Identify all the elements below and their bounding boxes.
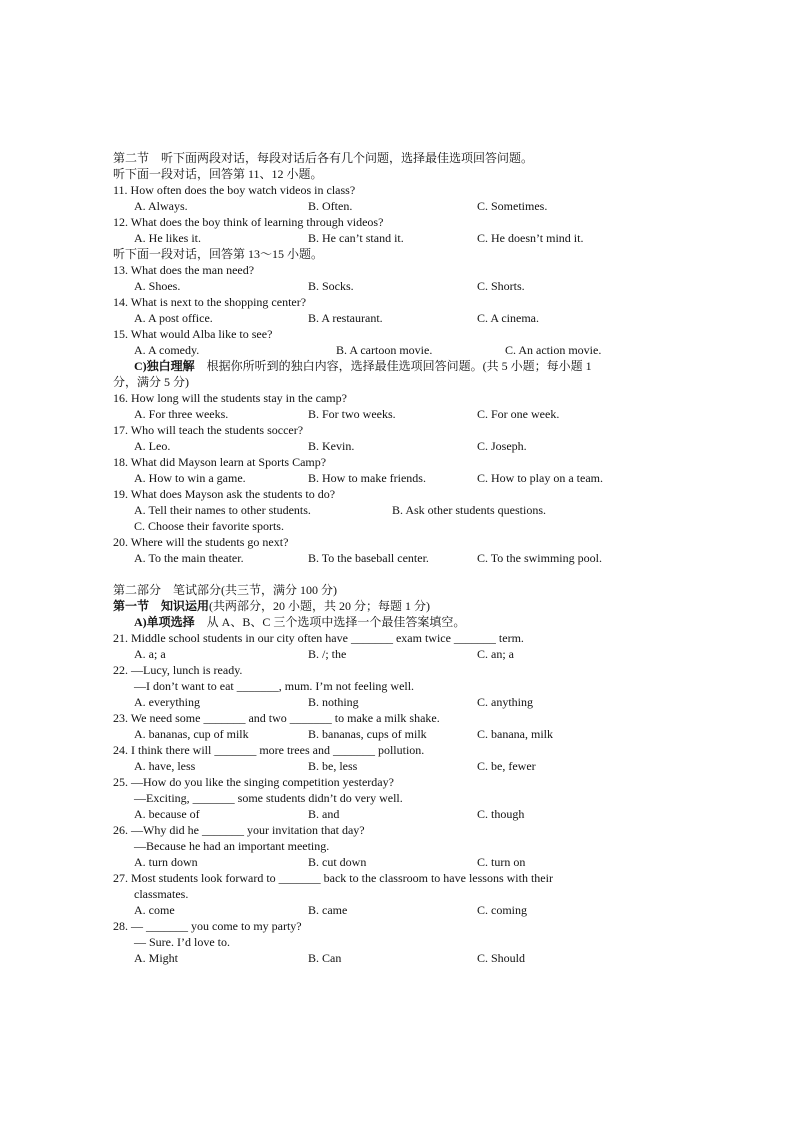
section1-note: (共两部分，20 小题，共 20 分；每题 1 分) (209, 599, 431, 613)
option-b: B. be, less (308, 759, 358, 773)
option-c: C. coming (477, 903, 527, 917)
question-stem-line2: —Because he had an important meeting. (134, 839, 330, 853)
question-stem: 15. What would Alba like to see? (113, 327, 273, 341)
option-b: B. nothing (308, 695, 359, 709)
monologue-instr-text: 根据你所听到的独白内容，选择最佳选项回答问题。(共 5 小题；每小题 1 (194, 359, 592, 373)
option-c: C. To the swimming pool. (477, 551, 602, 565)
question-stem: 13. What does the man need? (113, 263, 255, 277)
subsection-a-heading (134, 614, 465, 630)
option-c: C. Should (477, 951, 526, 965)
monologue-instruction (134, 358, 592, 374)
option-c: C. For one week. (477, 407, 560, 421)
question-stem: 12. What does the boy think of learning through videos? (113, 215, 384, 229)
question-stem: 11. How often does the boy watch videos in class? (113, 183, 356, 197)
option-a: A. For three weeks. (134, 407, 229, 421)
question-stem: 26. —Why did he _______ your invitation that day? (113, 823, 365, 837)
option-c: C. He doesn’t mind it. (477, 231, 584, 245)
option-b: B. Kevin. (308, 439, 355, 453)
option-a: A. A post office. (134, 311, 213, 325)
question-stem: 27. Most students look forward to _______ back to the classroom to have lessons with their (113, 871, 553, 885)
option-b: B. Can (308, 951, 342, 965)
option-b: B. Often. (308, 199, 353, 213)
subsection-a-title: A)单项选择 (134, 615, 195, 629)
option-b: B. came (308, 903, 348, 917)
option-b: B. bananas, cups of milk (308, 727, 427, 741)
option-b: B. For two weeks. (308, 407, 396, 421)
option-b: B. A restaurant. (308, 311, 383, 325)
option-b: B. and (308, 807, 340, 821)
option-c: C. Choose their favorite sports. (134, 519, 284, 533)
option-c: C. banana, milk (477, 727, 553, 741)
option-a: A. come (134, 903, 175, 917)
option-a: A. everything (134, 695, 200, 709)
option-a: A. Always. (134, 199, 188, 213)
question-stem-line2: — Sure. I’d love to. (134, 935, 230, 949)
option-b: B. cut down (308, 855, 367, 869)
option-a: A. Tell their names to other students. (134, 503, 311, 517)
option-c: C. an; a (477, 647, 514, 661)
option-a: A. Might (134, 951, 179, 965)
subsection-a-instr: 从 A、B、C 三个选项中选择一个最佳答案填空。 (194, 615, 466, 629)
section2-header: 第二节 听下面两段对话，每段对话后各有几个问题，选择最佳选项回答问题。 (113, 151, 534, 165)
option-c: C. be, fewer (477, 759, 536, 773)
option-a: A. because of (134, 807, 200, 821)
option-c: C. Shorts. (477, 279, 525, 293)
option-a: A. To the main theater. (134, 551, 244, 565)
question-stem: 22. —Lucy, lunch is ready. (113, 663, 243, 677)
question-stem: 16. How long will the students stay in the camp? (113, 391, 347, 405)
option-c: C. How to play on a team. (477, 471, 603, 485)
part2-header: 第二部分 笔试部分(共三节，满分 100 分) (113, 583, 337, 597)
option-c: C. turn on (477, 855, 526, 869)
option-a: A. Leo. (134, 439, 171, 453)
option-a: A. bananas, cup of milk (134, 727, 249, 741)
question-stem: 28. — _______ you come to my party? (113, 919, 302, 933)
option-c: C. anything (477, 695, 533, 709)
option-a: A. He likes it. (134, 231, 201, 245)
question-stem: 14. What is next to the shopping center? (113, 295, 307, 309)
question-stem: 20. Where will the students go next? (113, 535, 289, 549)
option-c: C. Joseph. (477, 439, 527, 453)
question-stem: 25. —How do you like the singing competition yesterday? (113, 775, 394, 789)
monologue-instruction-cont: 分，满分 5 分) (113, 375, 189, 389)
question-stem-line2: classmates. (134, 887, 189, 901)
option-a: A. a; a (134, 647, 166, 661)
monologue-title: C)独白理解 (134, 359, 195, 373)
question-stem: 18. What did Mayson learn at Sports Camp? (113, 455, 327, 469)
option-a: A. How to win a game. (134, 471, 246, 485)
option-a: A. A comedy. (134, 343, 200, 357)
option-a: A. have, less (134, 759, 196, 773)
option-a: A. turn down (134, 855, 198, 869)
question-stem: 24. I think there will _______ more trees and _______ pollution. (113, 743, 425, 757)
question-stem: 17. Who will teach the students soccer? (113, 423, 304, 437)
option-c: C. Sometimes. (477, 199, 548, 213)
section1-heading (113, 598, 430, 614)
dialog1-intro: 听下面一段对话，回答第 11、12 小题。 (113, 167, 323, 181)
option-b: B. /; the (308, 647, 347, 661)
dialog2-intro: 听下面一段对话，回答第 13～15 小题。 (113, 247, 324, 261)
option-a: A. Shoes. (134, 279, 181, 293)
option-c: C. An action movie. (505, 343, 602, 357)
option-c: C. A cinema. (477, 311, 539, 325)
option-b: B. Socks. (308, 279, 354, 293)
option-b: B. To the baseball center. (308, 551, 429, 565)
question-stem-line2: —Exciting, _______ some students didn’t do very well. (134, 791, 403, 805)
option-b: B. How to make friends. (308, 471, 426, 485)
option-b: B. He can’t stand it. (308, 231, 404, 245)
option-c: C. though (477, 807, 525, 821)
question-stem: 21. Middle school students in our city often have _______ exam twice _______ term. (113, 631, 524, 645)
question-stem: 19. What does Mayson ask the students to do? (113, 487, 336, 501)
section1-title: 第一节 知识运用 (113, 599, 210, 613)
question-stem: 23. We need some _______ and two _______ to make a milk shake. (113, 711, 440, 725)
option-b: B. Ask other students questions. (392, 503, 547, 517)
question-stem-line2: —I don’t want to eat _______, mum. I’m not feeling well. (134, 679, 415, 693)
option-b: B. A cartoon movie. (336, 343, 433, 357)
